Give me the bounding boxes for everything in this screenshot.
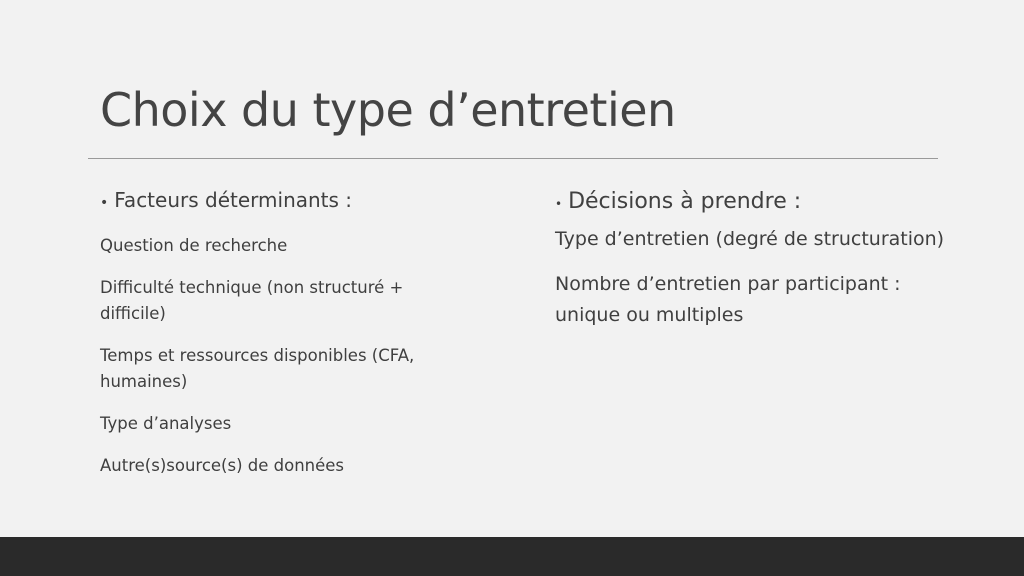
list-item: Nombre d’entretien par participant : unique ou multiples <box>555 273 901 326</box>
list-item: Type d’analyses <box>100 414 232 433</box>
right-column <box>555 188 955 345</box>
left-heading <box>100 186 460 217</box>
right-heading <box>555 188 955 218</box>
left-heading-text: Facteurs déterminants : <box>114 188 353 212</box>
title-divider <box>88 158 938 159</box>
bullet-icon: • <box>100 195 109 211</box>
list-item: Question de recherche <box>100 236 288 255</box>
list-item: Temps et ressources disponibles (CFA, humaines) <box>100 346 415 391</box>
right-item-list <box>555 224 955 331</box>
footer-bar <box>0 537 1024 576</box>
right-heading-text: Décisions à prendre : <box>568 189 802 214</box>
left-item-list <box>100 233 460 479</box>
left-column <box>100 186 460 495</box>
list-item: Type d’entretien (degré de structuration) <box>555 228 945 250</box>
list-item: Difficulté technique (non structuré + difficile) <box>100 278 404 323</box>
bullet-icon: • <box>555 197 563 211</box>
list-item: Autre(s)source(s) de données <box>100 456 345 475</box>
slide-title: Choix du type d’entretien <box>100 83 676 137</box>
